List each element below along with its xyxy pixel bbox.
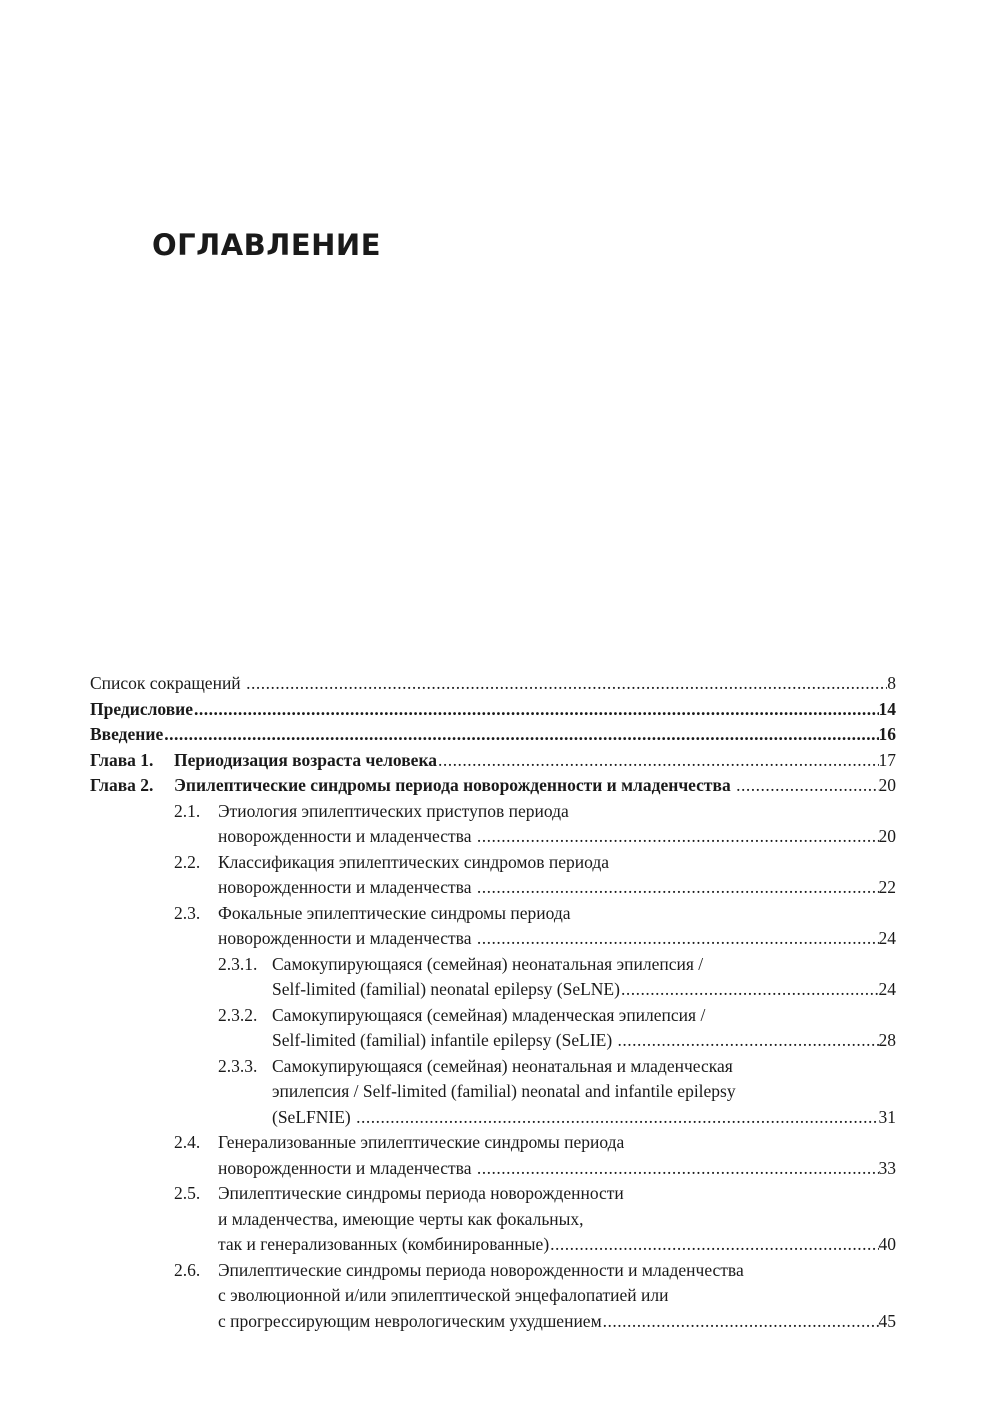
toc-entry-title: новорожденности и младенчества	[218, 877, 476, 897]
toc-entry-section-2-5[interactable]	[90, 1181, 896, 1258]
toc-entry-abbreviations[interactable]	[90, 671, 896, 697]
section-label: 2.4.	[174, 1132, 201, 1152]
toc-entry-title: новорожденности и младенчества	[218, 1157, 476, 1178]
dot-leader	[549, 1232, 878, 1258]
toc-entry-introduction[interactable]	[90, 722, 896, 748]
toc-entry-chapter-2[interactable]	[90, 773, 896, 799]
toc-page-number: 28	[878, 1030, 896, 1050]
toc-entry-title: Эпилептические синдромы периода новорожденности и младенчества	[174, 775, 736, 795]
toc-entry-title: Self-limited (familial) infantile epilepsy (SeLIE)	[272, 1030, 617, 1050]
dot-leader	[476, 824, 879, 850]
toc-entry-title: и младенчества, имеющие черты как фокальных,	[218, 1208, 584, 1229]
dot-leader	[476, 926, 879, 952]
chapter-label: Глава 1.	[90, 749, 154, 770]
chapter-label: Глава 2.	[90, 775, 154, 795]
toc-entry-title: с прогрессирующим неврологическим ухудшением	[218, 1310, 602, 1331]
toc-entry-subsection-2-3-2[interactable]	[90, 1003, 896, 1054]
table-of-contents	[90, 671, 896, 1334]
toc-entry-section-2-1[interactable]	[90, 799, 896, 850]
toc-entry-title: с эволюционной и/или эпилептической энцефалопатией или	[218, 1285, 669, 1305]
dot-leader	[476, 1156, 879, 1182]
section-label: 2.3.	[174, 902, 201, 923]
toc-page-number: 17	[878, 749, 896, 770]
toc-page-number: 8	[887, 673, 896, 693]
dot-leader	[163, 722, 878, 748]
toc-entry-section-2-4[interactable]	[90, 1130, 896, 1181]
toc-entry-section-2-3[interactable]	[90, 901, 896, 952]
section-label: 2.5.	[174, 1183, 201, 1203]
toc-page-number: 33	[878, 1157, 896, 1178]
toc-page-number: 14	[878, 698, 896, 719]
dot-leader	[617, 1028, 879, 1054]
toc-entry-title: Классификация эпилептических синдромов периода	[218, 851, 610, 872]
toc-entry-title: Предисловие	[90, 698, 194, 719]
toc-entry-title: Самокупирующаяся (семейная) неонатальная и младенческая	[272, 1055, 733, 1076]
subsection-label: 2.3.1.	[218, 953, 258, 974]
toc-entry-title: новорожденности и младенчества	[218, 826, 476, 846]
toc-entry-title: Эпилептические синдромы периода новорожденности	[218, 1183, 624, 1203]
toc-entry-title: Список сокращений	[90, 673, 246, 693]
toc-entry-title: Периодизация возраста человека	[174, 749, 438, 770]
toc-entry-title: Эпилептические синдромы периода новорожденности и младенчества	[218, 1259, 744, 1280]
toc-entry-title: новорожденности и младенчества	[218, 928, 476, 948]
dot-leader	[193, 697, 878, 723]
section-label: 2.6.	[174, 1259, 201, 1280]
toc-entry-chapter-1[interactable]	[90, 748, 896, 774]
subsection-label: 2.3.3.	[218, 1055, 258, 1076]
dot-leader	[245, 671, 887, 697]
toc-entry-title: Этиология эпилептических приступов периода	[218, 800, 569, 821]
toc-page-number: 45	[878, 1310, 896, 1331]
toc-entry-title: Фокальные эпилептические синдромы периода	[218, 902, 571, 923]
toc-entry-section-2-6[interactable]	[90, 1258, 896, 1335]
toc-entry-title: Self-limited (familial) neonatal epilepsy (SeLNE)	[272, 979, 620, 999]
toc-page-number: 20	[878, 826, 896, 846]
toc-page-number: 24	[878, 979, 896, 999]
section-label: 2.1.	[174, 800, 201, 821]
toc-page-number: 16	[878, 724, 896, 744]
toc-page-number: 22	[878, 877, 896, 897]
toc-entry-title: Самокупирующаяся (семейная) неонатальная эпилепсия /	[272, 953, 704, 974]
toc-entry-subsection-2-3-1[interactable]	[90, 952, 896, 1003]
toc-entry-subsection-2-3-3[interactable]	[90, 1054, 896, 1131]
toc-entry-preface[interactable]	[90, 697, 896, 723]
toc-page-number: 20	[878, 775, 896, 795]
toc-entry-title: (SeLFNIE)	[272, 1106, 356, 1127]
dot-leader	[735, 773, 878, 799]
toc-entry-title: Генерализованные эпилептические синдромы периода	[218, 1132, 625, 1152]
page-title: ОГЛАВЛЕНИЕ	[152, 228, 382, 262]
subsection-label: 2.3.2.	[218, 1004, 258, 1025]
toc-entry-title: так и генерализованных (комбинированные)	[218, 1234, 550, 1254]
toc-page-number: 31	[878, 1106, 896, 1127]
dot-leader	[620, 977, 879, 1003]
dot-leader	[437, 748, 878, 774]
toc-page-number: 40	[878, 1234, 896, 1254]
toc-entry-title: Введение	[90, 724, 164, 744]
toc-entry-section-2-2[interactable]	[90, 850, 896, 901]
dot-leader	[355, 1105, 878, 1131]
toc-entry-title: эпилепсия / Self-limited (familial) neonatal and infantile epilepsy	[272, 1081, 736, 1101]
dot-leader	[476, 875, 879, 901]
section-label: 2.2.	[174, 851, 201, 872]
toc-entry-title: Самокупирующаяся (семейная) младенческая эпилепсия /	[272, 1004, 706, 1025]
dot-leader	[602, 1309, 879, 1335]
toc-page-number: 24	[878, 928, 896, 948]
